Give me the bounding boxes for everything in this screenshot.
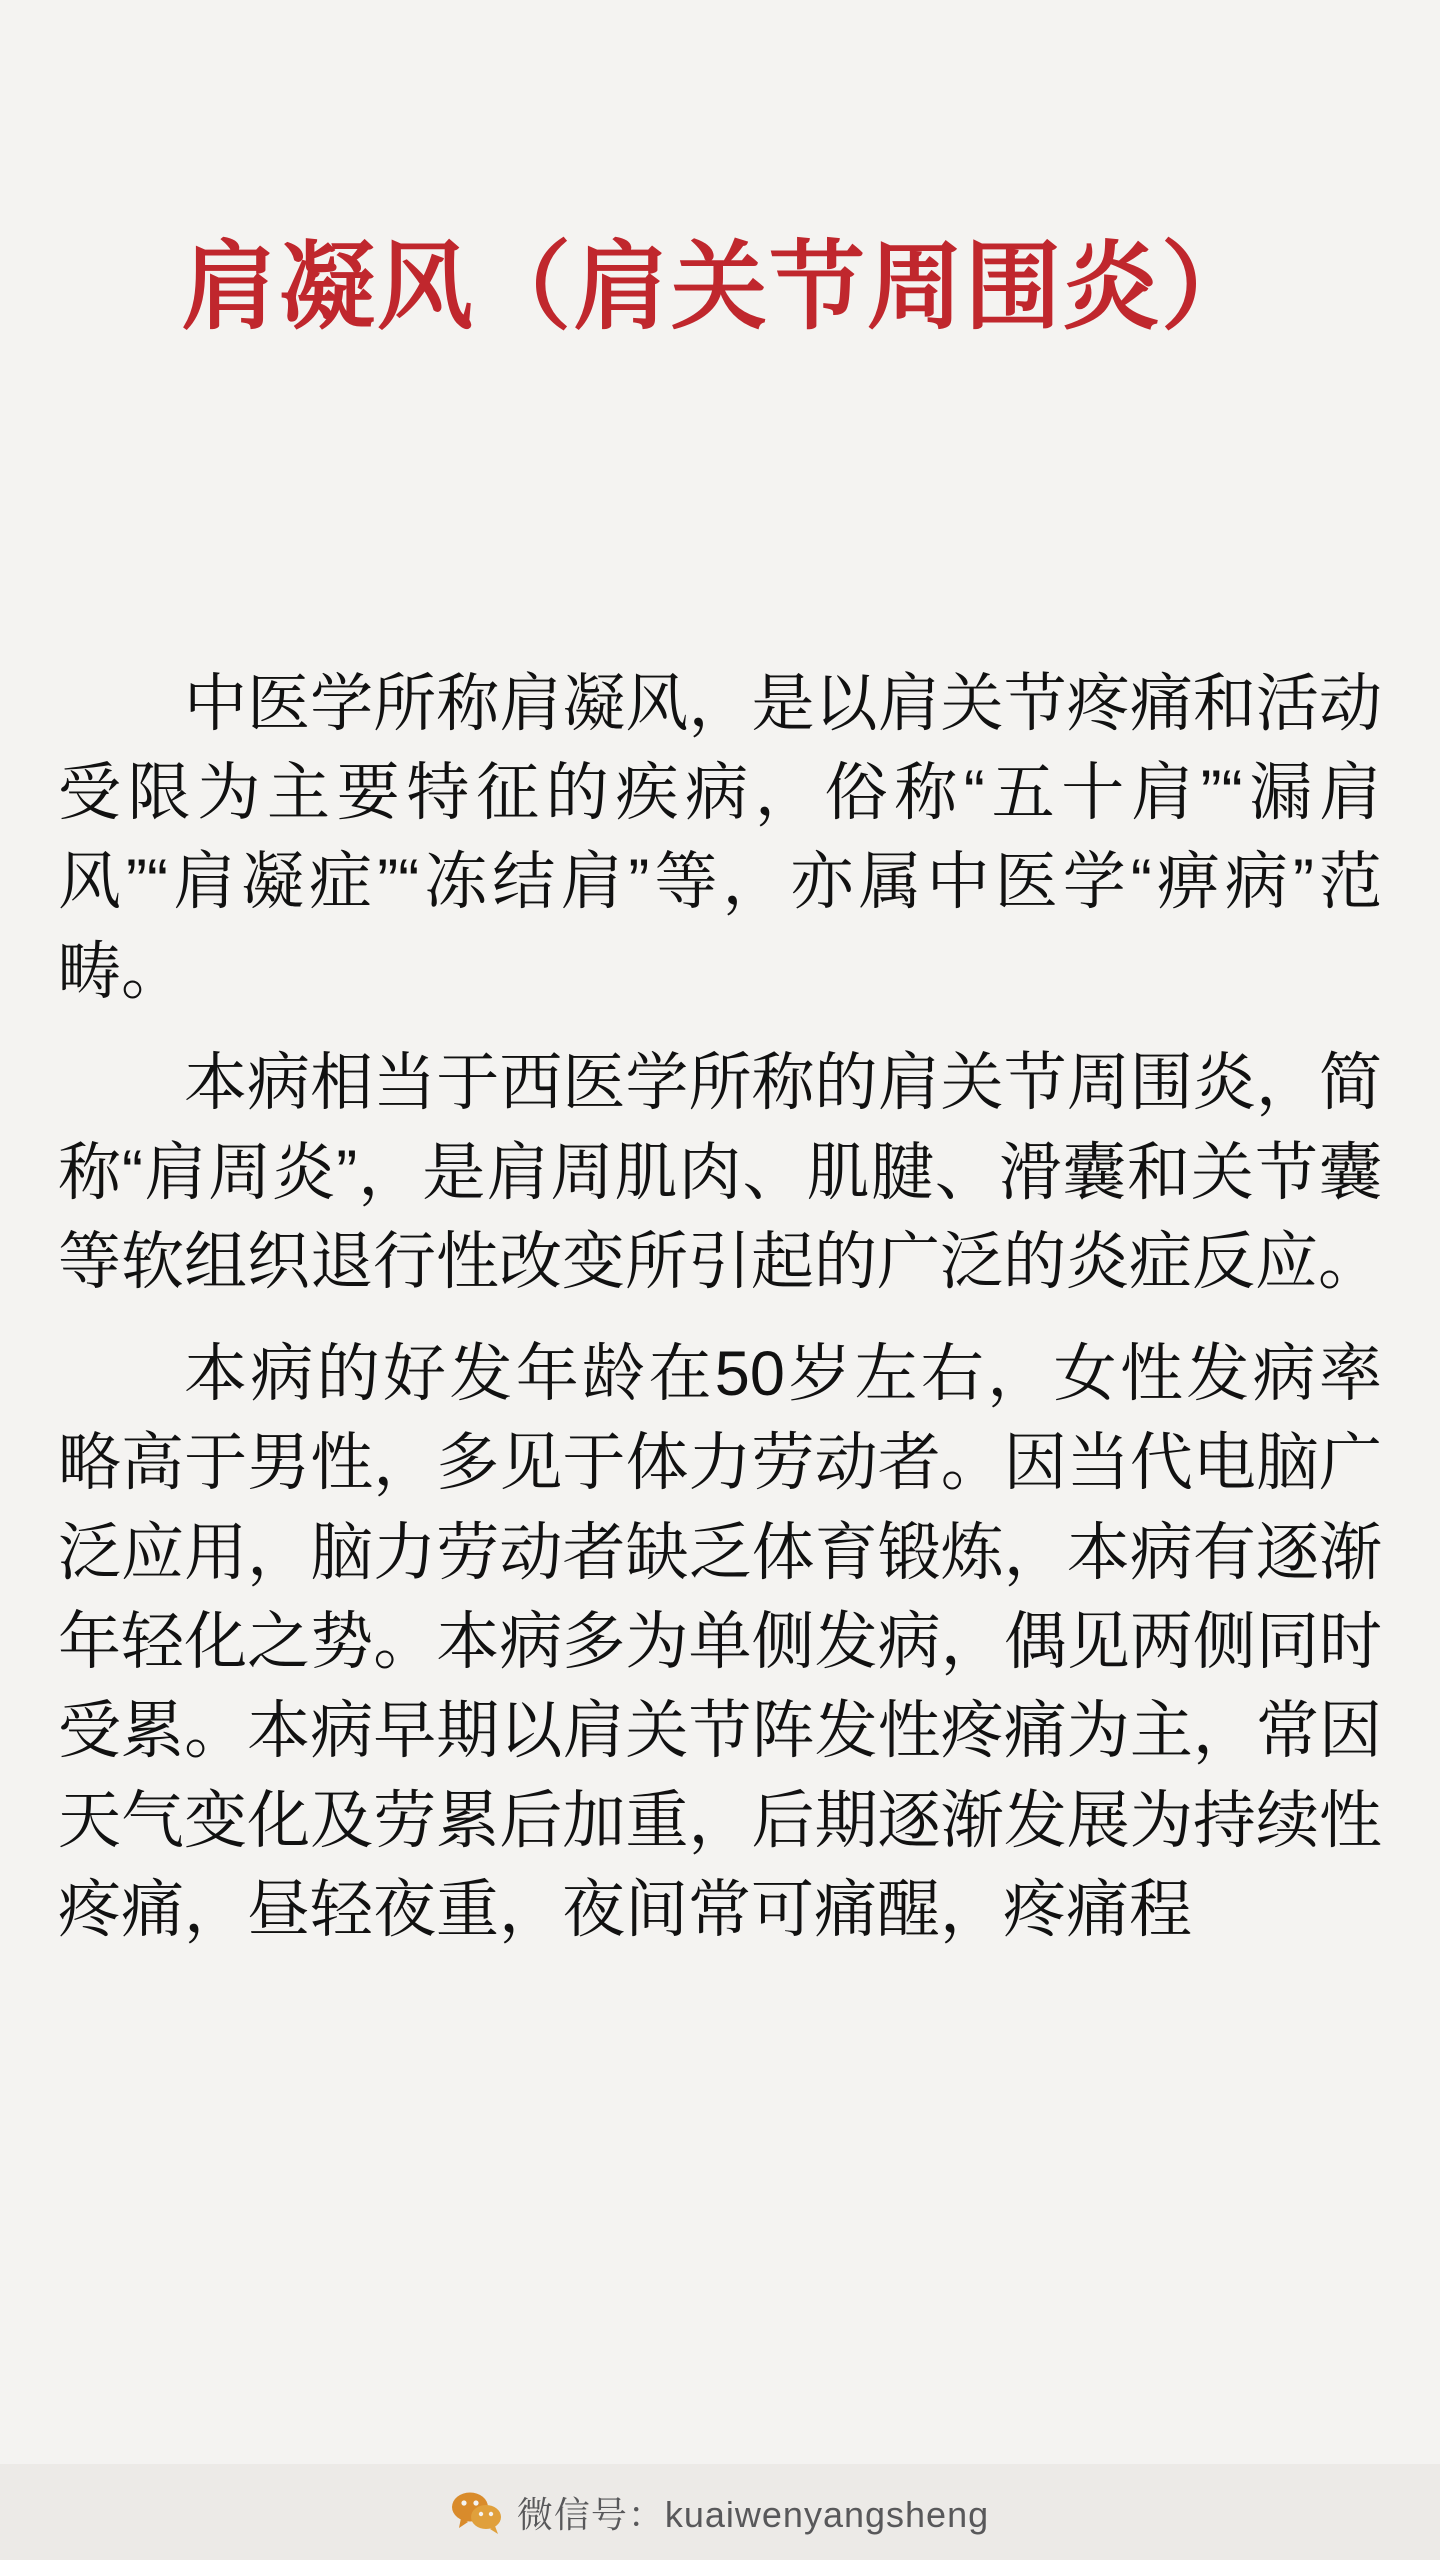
paragraph-1: 中医学所称肩凝风，是以肩关节疼痛和活动受限为主要特征的疾病，俗称“五十肩”“漏肩风”“肩凝症”“冻结肩”等，亦属中医学“痹病”范畴。 (58, 668, 1382, 1007)
wechat-icon (451, 2490, 503, 2534)
paragraph-3: 本病的好发年龄在50岁左右，女性发病率略高于男性，多见于体力劳动者。因当代电脑广泛应用，脑力劳动者缺乏体育锻炼，本病有逐渐年轻化之势。本病多为单侧发病，偶见两侧同时受累。本病早期以肩关节阵发性疼痛为主，常因天气变化及劳累后加重，后期逐渐发展为持续性疼痛，昼轻夜重，夜间常可痛醒，疼痛程 (58, 1338, 1382, 1946)
footer-bar (0, 2464, 1440, 2560)
article-body (0, 660, 1440, 1956)
page-title: 肩凝风（肩关节周围炎） (181, 234, 1259, 341)
footer-wechat-id: 微信号：kuaiwenyangsheng (516, 2493, 990, 2535)
paragraph-2: 本病相当于西医学所称的肩关节周围炎，简称“肩周炎”，是肩周肌肉、肌腱、滑囊和关节囊等软组织退行性改变所引起的广泛的炎症反应。 (58, 1048, 1382, 1298)
